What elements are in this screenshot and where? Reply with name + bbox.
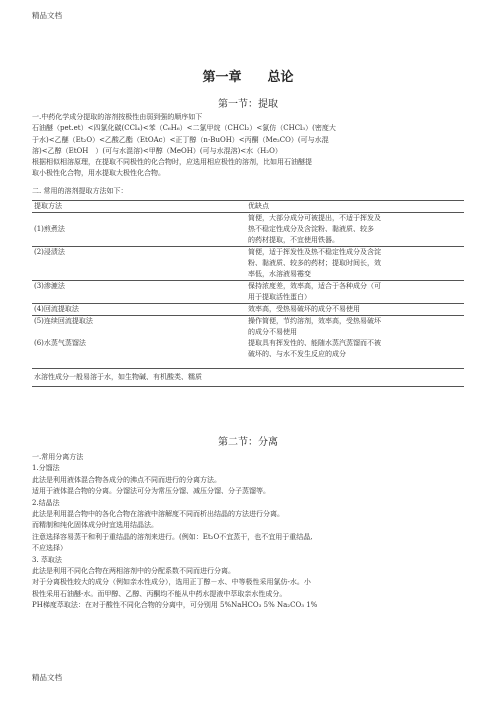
method-name: (3)渗漉法 [34,282,65,290]
method-desc: 简便，大部分成分可被提出，不适于挥发及 热不稳定性成分及含淀粉、黏液质、较多 的药材提取，不宜使用铁器。 [248,214,381,244]
table-footnote: 水溶性成分一般易溶于水，如生物碱、有机酸类、糯质 [32,369,464,387]
section1-body [32,112,464,180]
table-row [32,304,464,316]
intro-heading: 一.中药化学成分提取的溶剂按极性由弱到强的顺序如下 [32,113,203,121]
paragraph-line: 此法是利用混合物中的各化合物在溶液中溶解度不同而析出结晶的方法进行分离。 [32,510,284,519]
page-footer: 精品文档 [32,673,62,682]
subheading: 2.结晶法 [32,498,60,507]
solvent-line: 石油醚（pet.et）<四氯化碳(CCl₄)<苯（C₆H₆）<二氯甲烷（CHCl₂）<氯仿（CHCl₃）(密度大 [32,124,336,133]
table-row [32,281,464,304]
method-desc: 简便，适于挥发性及热不稳定性成分及含淀 粉、黏液质、较多的药材；提取时间长，效 率低，水溶液易霉变 [246,247,464,281]
paragraph-line: 此法是利用不同化合物在两相溶剂中的分配系数不同而进行分离。 [32,567,235,576]
table-row [32,316,464,339]
paragraph-line: PH梯度萃取法：在对于酸性不同化合物的分离中，可分别用 5%NaHCO₃ 5% Na₂CO₃ 1% [32,601,318,610]
section1-title: 第一节：提取 [218,99,278,110]
paragraph-line: 对于分离极性较大的成分（例如亲水性成分），选用正丁醇－水、中等极性采用氯仿-水。小 [32,578,311,587]
section2-body [32,452,464,612]
table-header-desc: 优缺点 [246,201,464,213]
subheading: 1.分馏法 [32,464,60,473]
method-name: (6)水蒸气蒸馏法 [34,339,86,347]
paragraph-line: 而精制和纯化固体成分时宜选用结晶法。 [32,521,158,530]
table-header-method: 提取方法 [32,201,246,213]
table-row [32,213,464,247]
method-desc: 保持浓度差，效率高，适合于各种成分（可 用于提取活性蛋白） [246,281,464,304]
principle-line: 根据相似相溶原理，在提取不同极性的化合物时，应选用相应极性的溶剂，比如用石油醚提 [32,158,312,167]
chapter-title: 第一章 总论 [202,70,294,85]
principle-line: 取小极性化合物，用水提取大极性化合物。 [32,169,165,178]
section2-title: 第二节：分离 [218,437,278,448]
paragraph-line: 注意选择容易蒸干和利于重结晶的溶剂来进行。(例如：Et₂O不宜蒸干，也不宜用于重结晶, [32,532,313,541]
extraction-methods-table [32,200,464,387]
paragraph-line: 不应选择） [32,544,67,553]
table-header-row [32,201,464,213]
subheading: 一.常用分离方法 [32,453,84,461]
table-row [32,247,464,281]
paragraph-line: 此法是利用液体混合物各成分的沸点不同而进行的分离方法。 [32,475,221,484]
methods-heading: 二. 常用的溶剂提取方法如下： [32,187,128,195]
method-name: (4)回流提取法 [34,305,79,313]
table-row [32,338,464,369]
method-name: (2)浸渍法 [34,248,65,256]
paragraph-line: 适用于液体混合物的分离。分馏法可分为常压分馏、减压分馏、分子蒸馏等。 [32,487,270,496]
page-header: 精品文档 [32,11,62,20]
solvent-line: 于水)<乙醚（Et₂O）<乙酸乙酯（EtOAc）<正丁醇（n-BuOH）<丙酮（Me₂CO）(可与水混 [32,135,329,144]
method-desc: 操作简便，节约溶剂，效率高，受热易破坏 的成分不易使用 [246,316,464,339]
method-name: (5)连续回流提取法 [34,317,93,325]
method-name: (1)煎煮法 [34,225,65,233]
table-footnote-row [32,369,464,387]
method-desc: 效率高，受热易破坏的成分不易使用 [246,304,464,316]
subheading: 3. 萃取法 [32,555,62,564]
solvent-line: 溶)<乙醇（EtOH ）(可与水混溶)<甲醇（MeOH）(可与水混溶)<水（H₂O） [32,146,282,155]
paragraph-line: 极性采用石油醚-水。而甲醇、乙醇、丙酮均不能从中药水提液中萃取亲水性成分。 [32,589,287,598]
method-desc: 提取具有挥发性的、能随水蒸汽蒸馏而不被 破坏的、与水不发生反应的成分 [246,338,464,369]
